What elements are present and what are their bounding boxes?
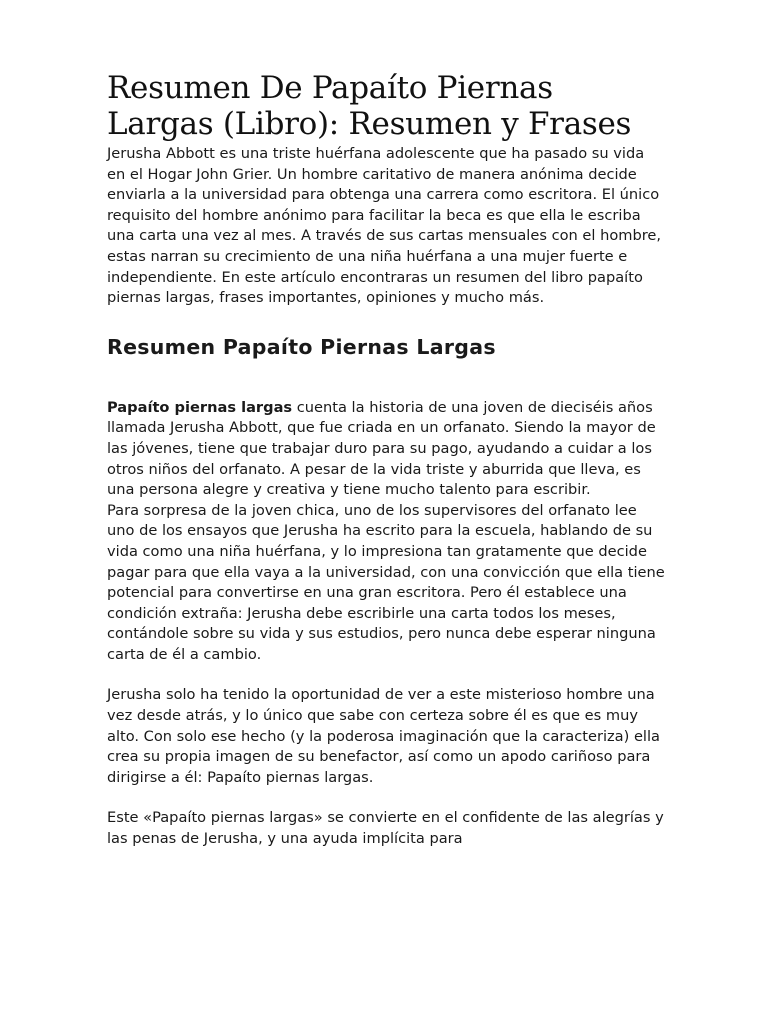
- summary-paragraph-1: [107, 398, 665, 501]
- book-title-bold: Papaíto piernas largas: [107, 398, 293, 416]
- document-title: Resumen De Papaíto Piernas Largas (Libro): Resumen y Frases: [107, 70, 632, 142]
- summary-paragraph-1-text: cuenta la historia de una joven de dieciséis años llamada Jerusha Abbott, que fue criada en un orfanato. Siendo la mayor de las jóvenes, tiene que trabajar duro para su pago, ayudando a cuidar a los otros niños del orfanato. A pesar de la vida triste y aburrida que lleva, es una persona alegre y creativa y tiene mucho talento para escribir.: [107, 398, 656, 499]
- summary-paragraph-2: Para sorpresa de la joven chica, uno de los supervisores del orfanato lee uno de los ensayos que Jerusha ha escrito para la escuela, hablando de su vida como una niña huérfana, y lo impresiona tan gratamente que decide pagar para que ella vaya a la universidad, con una convicción que ella tiene potencial para convertirse en una gran escritora. Pero él establece una condición extraña: Jerusha debe escribirle una carta todos los meses, contándole sobre su vida y sus estudios, pero nunca debe esperar ninguna carta de él a cambio.: [107, 501, 665, 663]
- summary-paragraph-3: Jerusha solo ha tenido la oportunidad de ver a este misterioso hombre una vez desde atrás, y lo único que sabe con certeza sobre él es que es muy alto. Con solo ese hecho (y la poderosa imaginación que la caracteriza) ella crea su propia imagen de su benefactor, así como un apodo cariñoso para dirigirse a él: Papaíto piernas largas.: [107, 686, 660, 786]
- section-heading: Resumen Papaíto Piernas Largas: [107, 334, 496, 359]
- summary-paragraph-4: Este «Papaíto piernas largas» se convierte en el confidente de las alegrías y las penas de Jerusha, y una ayuda implícita para: [107, 809, 664, 848]
- document-page: [107, 70, 665, 850]
- intro-paragraph: Jerusha Abbott es una triste huérfana adolescente que ha pasado su vida en el Hogar John Grier. Un hombre caritativo de manera anónima decide enviarla a la universidad para obtenga una carrera como escritora. El único requisito del hombre anónimo para facilitar la beca es que ella le escriba una carta una vez al mes. A través de sus cartas mensuales con el hombre, estas narran su crecimiento de una niña huérfana a una mujer fuerte e independiente. En este artículo encontraras un resumen del libro papaíto piernas largas, frases importantes, opiniones y mucho más.: [107, 145, 662, 307]
